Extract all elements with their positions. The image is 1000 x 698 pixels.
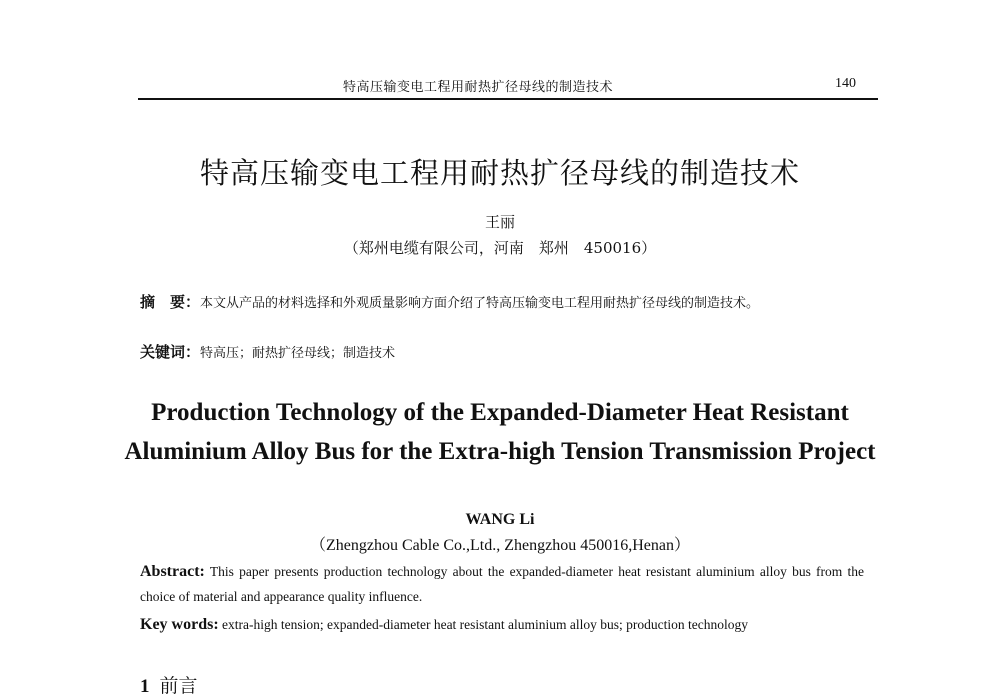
english-abstract-label: Abstract: [140,563,205,580]
english-keywords-label: Key words: [140,616,219,633]
running-title: 特高压输变电工程用耐热扩径母线的制造技术 [343,80,614,95]
english-abstract [140,559,864,609]
chinese-keywords-text: 特高压；耐热扩径母线；制造技术 [200,346,396,361]
section-heading [140,671,198,698]
chinese-keywords [140,342,864,364]
english-abstract-text: This paper presents production technology about the expanded-diameter heat resistant aluminium alloy bus from the choice of material and appearance quality influence. [140,564,864,604]
chinese-affiliation: （郑州电缆有限公司，河南 郑州 450016） [343,239,657,257]
english-title: Production Technology of the Expanded-Diameter Heat Resistant Aluminium Alloy Bus for the Extra-high Tension Transmission Project [124,399,876,465]
chinese-abstract-text: 本文从产品的材料选择和外观质量影响方面介绍了特高压输变电工程用耐热扩径母线的制造技术。 [200,296,760,311]
english-affiliation: （Zhengzhou Cable Co.,Ltd., Zhengzhou 450016,Henan） [310,537,690,554]
chinese-abstract-label: 摘 要： [140,293,201,311]
chinese-title: 特高压输变电工程用耐热扩径母线的制造技术 [199,156,800,190]
english-keywords [140,612,864,637]
running-header [138,74,878,100]
section-title: 前言 [159,675,198,697]
chinese-abstract [140,291,864,315]
english-keywords-text: extra-high tension; expanded-diameter heat resistant aluminium alloy bus; production technology [222,617,749,632]
page-number: 140 [835,76,856,91]
chinese-keywords-label: 关键词： [140,343,201,361]
section-number: 1 [140,676,150,697]
chinese-author: 王丽 [484,213,515,231]
english-author: WANG Li [465,511,535,528]
